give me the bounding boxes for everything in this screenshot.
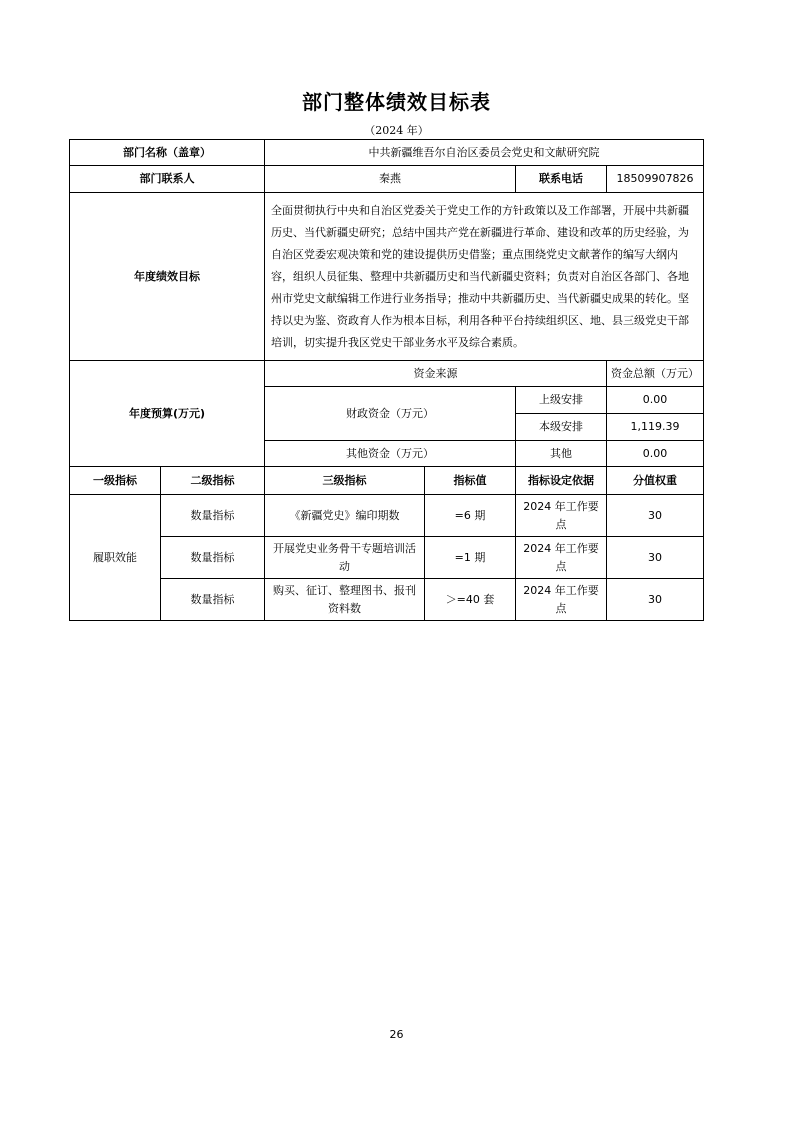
phone-value: 18509907826 bbox=[607, 166, 704, 193]
other-label: 其他 bbox=[516, 441, 607, 467]
goal-label: 年度绩效目标 bbox=[70, 193, 265, 361]
budget-label: 年度预算(万元) bbox=[70, 361, 265, 467]
level1-value: 履职效能 bbox=[70, 495, 161, 621]
level3-value: 购买、征订、整理图书、报刊资料数 bbox=[265, 579, 425, 621]
indicator-value: =1 期 bbox=[425, 537, 516, 579]
header-basis: 指标设定依据 bbox=[516, 467, 607, 495]
indicator-row bbox=[70, 579, 704, 621]
dept-name-value: 中共新疆维吾尔自治区委员会党史和文献研究院 bbox=[265, 140, 704, 166]
budget-header-row bbox=[70, 361, 704, 387]
upper-arrangement-value: 0.00 bbox=[607, 387, 704, 414]
fund-total-header: 资金总额（万元） bbox=[607, 361, 704, 387]
goal-text: 全面贯彻执行中央和自治区党委关于党史工作的方针政策以及工作部署，开展中共新疆历史、当代新疆史研究；总结中国共产党在新疆进行革命、建设和改革的历史经验，为自治区党委宏观决策和党的建设提供历史借鉴；重点围绕党史文献著作的编写大纲内容，组织人员征集、整理中共新疆历史和当代新疆史资料；负责对自治区各部门、各地州市党史文献编辑工作进行业务指导；推动中共新疆历史、当代新疆史成果的转化。坚持以史为鉴、资政育人作为根本目标，利用各种平台持续组织区、地、县三级党史干部培训，切实提升我区党史干部业务水平及综合素质。 bbox=[265, 193, 704, 361]
dept-name-label: 部门名称（盖章） bbox=[70, 140, 265, 166]
header-level1: 一级指标 bbox=[70, 467, 161, 495]
contact-label: 部门联系人 bbox=[70, 166, 265, 193]
basis-value: 2024 年工作要点 bbox=[516, 579, 607, 621]
basis-value: 2024 年工作要点 bbox=[516, 537, 607, 579]
header-weight: 分值权重 bbox=[607, 467, 704, 495]
indicator-value: =6 期 bbox=[425, 495, 516, 537]
level3-value: 《新疆党史》编印期数 bbox=[265, 495, 425, 537]
contact-value: 秦燕 bbox=[265, 166, 516, 193]
phone-label: 联系电话 bbox=[516, 166, 607, 193]
page-number: 26 bbox=[389, 1028, 404, 1041]
indicator-value: ＞=40 套 bbox=[425, 579, 516, 621]
year-subtitle: （2024 年） bbox=[364, 124, 429, 137]
page-title: 部门整体绩效目标表 bbox=[302, 90, 491, 114]
header-value: 指标值 bbox=[425, 467, 516, 495]
basis-value: 2024 年工作要点 bbox=[516, 495, 607, 537]
level2-value: 数量指标 bbox=[161, 537, 265, 579]
level3-value: 开展党史业务骨干专题培训活动 bbox=[265, 537, 425, 579]
performance-target-table bbox=[69, 139, 704, 621]
local-arrangement-value: 1,119.39 bbox=[607, 414, 704, 441]
fiscal-fund-label: 财政资金（万元） bbox=[265, 387, 516, 441]
other-fund-label: 其他资金（万元） bbox=[265, 441, 516, 467]
contact-row bbox=[70, 166, 704, 193]
weight-value: 30 bbox=[607, 537, 704, 579]
header-level2: 二级指标 bbox=[161, 467, 265, 495]
upper-arrangement-label: 上级安排 bbox=[516, 387, 607, 414]
dept-name-row bbox=[70, 140, 704, 166]
level2-value: 数量指标 bbox=[161, 495, 265, 537]
indicator-row bbox=[70, 537, 704, 579]
indicator-row bbox=[70, 495, 704, 537]
fund-source-header: 资金来源 bbox=[265, 361, 607, 387]
indicator-header-row bbox=[70, 467, 704, 495]
other-value: 0.00 bbox=[607, 441, 704, 467]
level2-value: 数量指标 bbox=[161, 579, 265, 621]
goal-row bbox=[70, 193, 704, 361]
header-level3: 三级指标 bbox=[265, 467, 425, 495]
local-arrangement-label: 本级安排 bbox=[516, 414, 607, 441]
weight-value: 30 bbox=[607, 579, 704, 621]
weight-value: 30 bbox=[607, 495, 704, 537]
